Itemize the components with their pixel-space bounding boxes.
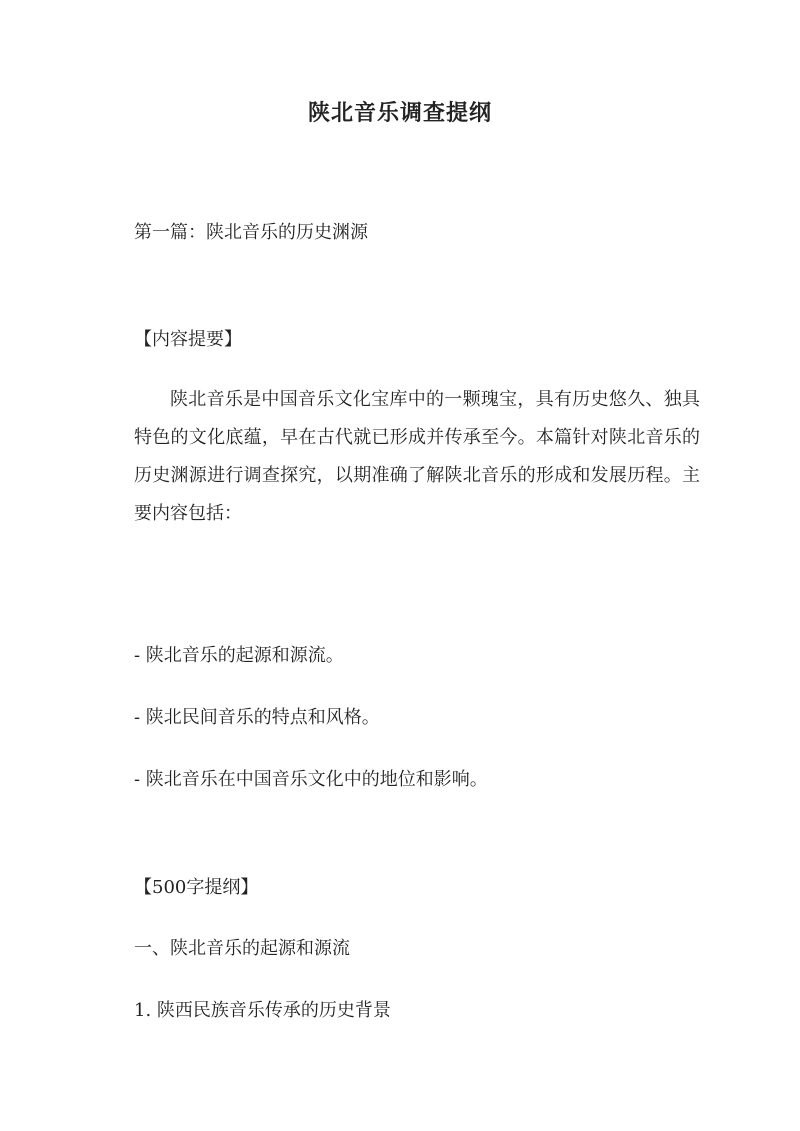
document-title: 陕北音乐调查提纲 <box>307 100 492 126</box>
outline-label: 【500字提纲】 <box>134 877 259 898</box>
section-heading: 一、陕北音乐的起源和源流 <box>134 938 350 959</box>
summary-paragraph: 陕北音乐是中国音乐文化宝库中的一颗瑰宝，具有历史悠久、独具特色的文化底蕴，早在古代就已形成并传承至今。本篇针对陕北音乐的历史渊源进行调查探究，以期准确了解陕北音乐的形成和发展历程。主要内容包括： <box>134 389 700 524</box>
summary-label: 【内容提要】 <box>134 329 242 350</box>
chapter-heading: 第一篇：陕北音乐的历史渊源 <box>134 222 368 243</box>
bullet-item: - 陕北音乐在中国音乐文化中的地位和影响。 <box>134 769 488 790</box>
bullet-item: - 陕北音乐的起源和源流。 <box>134 645 344 666</box>
bullet-item: - 陕北民间音乐的特点和风格。 <box>134 707 380 728</box>
outline-item: 1. 陕西民族音乐传承的历史背景 <box>134 1000 391 1021</box>
